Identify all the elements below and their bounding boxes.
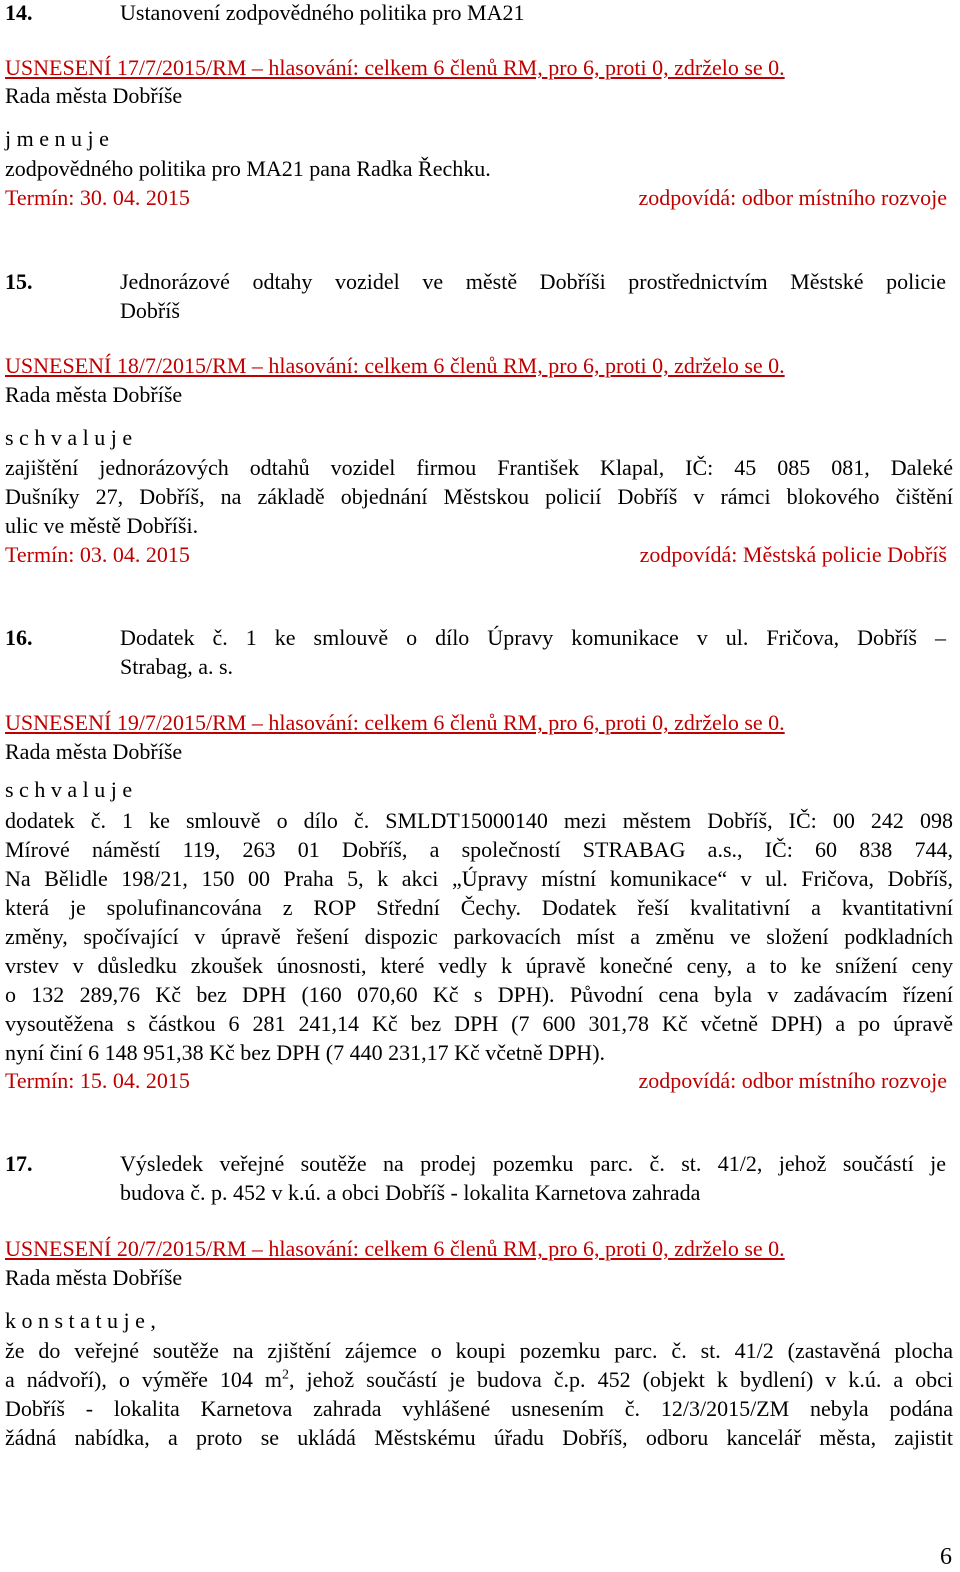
area-text-continued: , jehož součástí je budova č.p. 452 (objekt k bydlení) v k.ú. a obci [289, 1367, 954, 1392]
section-number-16: 16. [5, 625, 33, 650]
resolution-18-2015: USNESENÍ 18/7/2015/RM – hlasování: celkem 6 členů RM, pro 6, proti 0, zdrželo se 0. [5, 353, 785, 378]
resolution-verb: k o n s t a t u j e , [5, 1308, 156, 1333]
area-text: a nádvoří), o výměře 104 m [5, 1367, 282, 1392]
section-number-14: 14. [5, 0, 33, 25]
resolution-body-line: o 132 289,76 Kč bez DPH (160 070,60 Kč s DPH). Původní cena byla v zadávacím řízení [5, 982, 953, 1007]
resolution-body-line: vysoutěžena s částkou 6 281 241,14 Kč bez DPH (7 600 301,78 Kč včetně DPH) a po úpravě [5, 1011, 953, 1036]
section-title-15-line-1: Jednorázové odtahy vozidel ve městě Dobříši prostřednictvím Městské policie [120, 269, 946, 294]
resolution-verb: s c h v a l u j e [5, 425, 133, 450]
page-number: 6 [940, 1544, 952, 1570]
resolution-body-line: zajištění jednorázových odtahů vozidel firmou František Klapal, IČ: 45 085 081, Daleké [5, 455, 953, 480]
resolution-body-line: že do veřejné soutěže na zjištění zájemce o koupi pozemku parc. č. st. 41/2 (zastavěná plocha [5, 1338, 953, 1363]
section-number-15: 15. [5, 269, 33, 294]
deadline: Termín: 15. 04. 2015 [5, 1068, 190, 1093]
council-label: Rada města Dobříše [5, 83, 183, 108]
resolution-body-line: žádná nabídka, a proto se ukládá Městskému úřadu Dobříš, odboru kancelář města, zajistit [5, 1425, 953, 1450]
responsible-party: zodpovídá: odbor místního rozvoje [638, 1068, 947, 1093]
resolution-body-line: Na Bělidle 198/21, 150 00 Praha 5, k akci „Úpravy místní komunikace“ v ul. Fričova, Dobříš, [5, 866, 953, 891]
section-title-17-line-1: Výsledek veřejné soutěže na prodej pozemku parc. č. st. 41/2, jehož součástí je [120, 1151, 946, 1176]
superscript-2: 2 [282, 1367, 289, 1383]
deadline: Termín: 03. 04. 2015 [5, 542, 190, 567]
resolution-body-line: která je spolufinancována z ROP Střední Čechy. Dodatek řeší kvalitativní a kvantitativní [5, 895, 953, 920]
resolution-20-2015: USNESENÍ 20/7/2015/RM – hlasování: celkem 6 členů RM, pro 6, proti 0, zdrželo se 0. [5, 1236, 785, 1261]
responsible-party: zodpovídá: Městská policie Dobříš [639, 542, 947, 567]
resolution-body-line: změny, spočívající v úpravě řešení dispozic parkovacích míst a změnu ve složení podkladních [5, 924, 953, 949]
section-title-17-line-2: budova č. p. 452 v k.ú. a obci Dobříš - lokalita Karnetova zahrada [120, 1180, 701, 1205]
resolution-19-2015: USNESENÍ 19/7/2015/RM – hlasování: celkem 6 členů RM, pro 6, proti 0, zdrželo se 0. [5, 710, 785, 735]
council-label: Rada města Dobříše [5, 382, 183, 407]
council-label: Rada města Dobříše [5, 1265, 183, 1290]
resolution-body-line: Dobříš - lokalita Karnetova zahrada vyhlášené usnesením č. 12/3/2015/ZM nebyla podána [5, 1396, 953, 1421]
responsible-party: zodpovídá: odbor místního rozvoje [638, 185, 947, 210]
resolution-body-line-with-area [5, 1367, 953, 1393]
resolution-body-line: dodatek č. 1 ke smlouvě o dílo č. SMLDT15000140 mezi městem Dobříš, IČ: 00 242 098 [5, 808, 953, 833]
section-title-16-line-1: Dodatek č. 1 ke smlouvě o dílo Úpravy komunikace v ul. Fričova, Dobříš – [120, 625, 946, 650]
section-title-16-line-2: Strabag, a. s. [120, 654, 234, 679]
section-title-15-line-2: Dobříš [120, 298, 180, 323]
resolution-body-line: Mírové náměstí 119, 263 01 Dobříš, a společností STRABAG a.s., IČ: 60 838 744, [5, 837, 953, 862]
council-label: Rada města Dobříše [5, 739, 183, 764]
deadline: Termín: 30. 04. 2015 [5, 185, 190, 210]
resolution-verb: j m e n u j e [5, 126, 109, 151]
section-title-14: Ustanovení zodpovědného politika pro MA21 [120, 0, 525, 25]
resolution-17-2015: USNESENÍ 17/7/2015/RM – hlasování: celkem 6 členů RM, pro 6, proti 0, zdrželo se 0. [5, 55, 785, 80]
resolution-body-line: nyní činí 6 148 951,38 Kč bez DPH (7 440 231,17 Kč včetně DPH). [5, 1040, 606, 1065]
resolution-body-line: zodpovědného politika pro MA21 pana Radka Řechku. [5, 156, 491, 181]
resolution-body-line: ulic ve městě Dobříši. [5, 513, 199, 538]
resolution-verb: s c h v a l u j e [5, 777, 133, 802]
section-number-17: 17. [5, 1151, 33, 1176]
resolution-body-line: vrstev v důsledku zkoušek únosnosti, které vedly k úpravě konečné ceny, a to ke snížení ceny [5, 953, 953, 978]
resolution-body-line: Dušníky 27, Dobříš, na základě objednání Městskou policií Dobříš v rámci blokového čištění [5, 484, 953, 509]
